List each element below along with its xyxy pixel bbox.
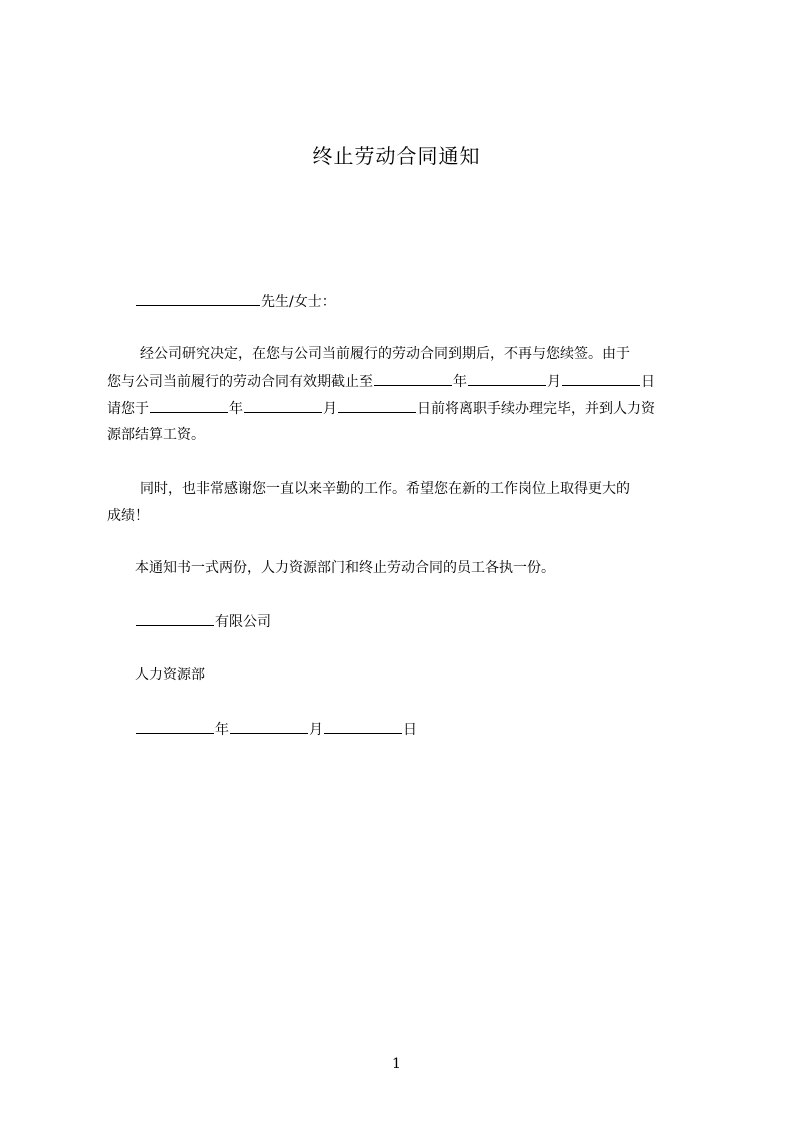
leave-month-blank — [244, 398, 322, 413]
page-number: 1 — [392, 1056, 401, 1072]
month-label: 月 — [309, 722, 323, 738]
end-day-blank — [562, 371, 640, 386]
company-line — [135, 611, 271, 632]
month-label: 月 — [323, 401, 337, 417]
paragraph-2-line-1: 同时，也非常感谢您一直以来辛勤的工作。希望您在新的工作岗位上取得更大的 — [140, 481, 630, 497]
please-text: 请您于 — [107, 401, 149, 417]
sign-month-blank — [230, 719, 308, 734]
day-label: 日 — [403, 722, 417, 738]
signature-date-line — [135, 719, 417, 740]
month-label: 月 — [547, 374, 561, 390]
name-blank — [136, 291, 260, 306]
sign-day-blank — [324, 719, 402, 734]
end-year-blank — [374, 371, 452, 386]
paragraph-1-line-4: 源部结算工资。 — [107, 427, 205, 443]
leave-day-blank — [338, 398, 416, 413]
year-label: 年 — [453, 374, 467, 390]
company-suffix: 有限公司 — [215, 614, 271, 630]
year-label: 年 — [229, 401, 243, 417]
paragraph-3: 本通知书一式两份，人力资源部门和终止劳动合同的员工各执一份。 — [135, 560, 555, 576]
day-label: 日 — [641, 374, 655, 390]
paragraph-2-line-2: 成绩！ — [107, 508, 149, 524]
document-title: 终止劳动合同通知 — [312, 144, 481, 168]
year-label: 年 — [215, 722, 229, 738]
salutation-text: 先生/女士： — [261, 294, 336, 310]
leave-year-blank — [150, 398, 228, 413]
department-line: 人力资源部 — [135, 667, 205, 683]
paragraph-1-line-2 — [107, 371, 655, 392]
procedure-text: 日前将离职手续办理完毕，并到人力资 — [417, 401, 655, 417]
salutation-line — [135, 291, 336, 312]
paragraph-1-line-1: 经公司研究决定，在您与公司当前履行的劳动合同到期后，不再与您续签。由于 — [140, 346, 630, 362]
contract-end-text: 您与公司当前履行的劳动合同有效期截止至 — [107, 374, 373, 390]
paragraph-1-line-3 — [107, 398, 655, 419]
end-month-blank — [468, 371, 546, 386]
sign-year-blank — [136, 719, 214, 734]
company-name-blank — [136, 611, 214, 626]
